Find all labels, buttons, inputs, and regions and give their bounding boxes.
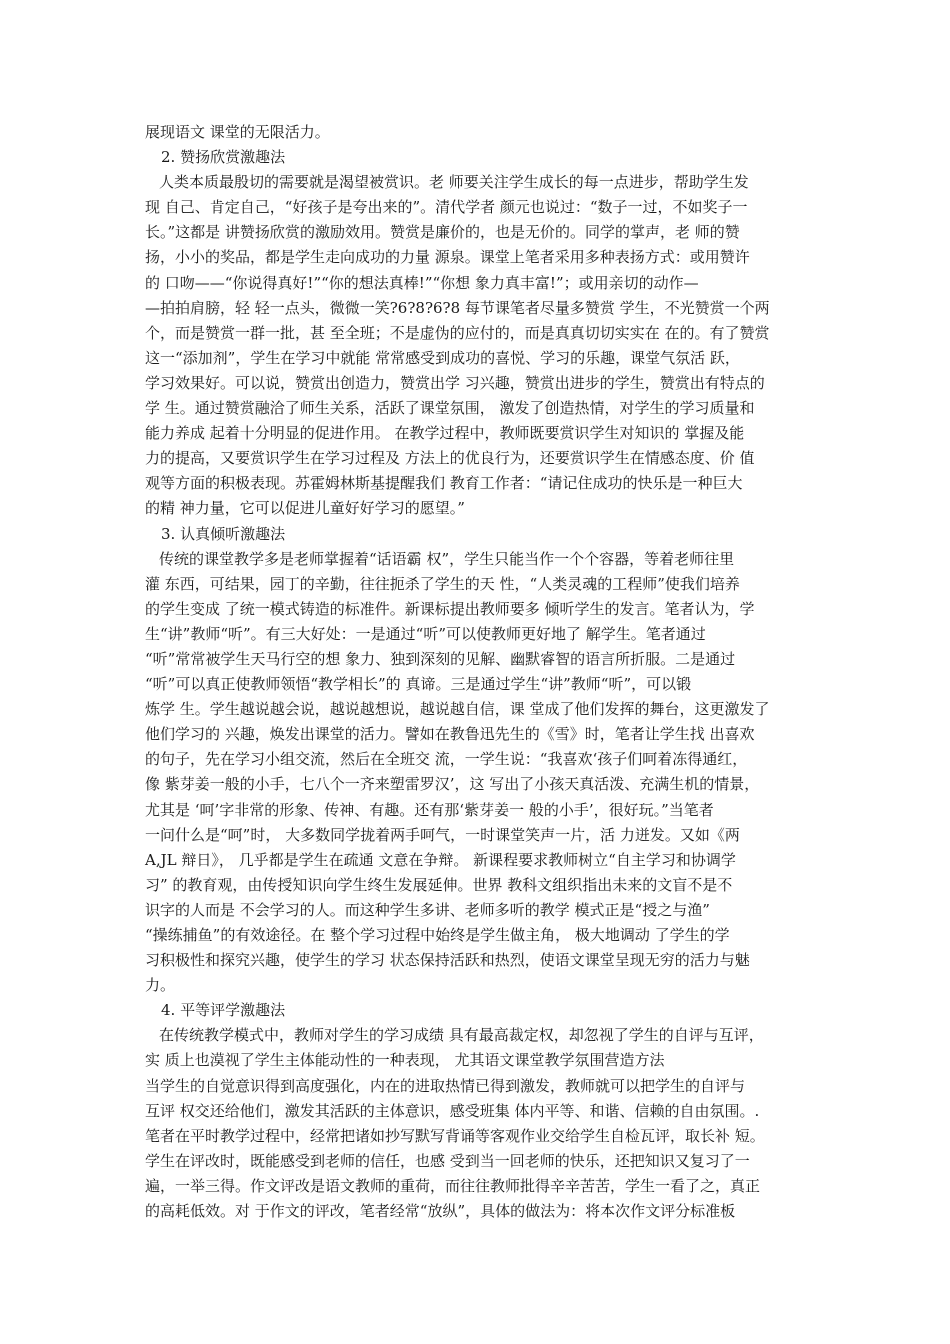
paragraph-line: 能力养成 起着十分明显的促进作用。 在教学过程中，教师既要赏识学生对知识的 掌握及能 bbox=[145, 424, 745, 443]
paragraph-line: 实 质上也漠视了学生主体能动性的一种表现， 尤其语文课堂教学氛围营造方法 bbox=[145, 1051, 665, 1070]
section-heading: 4. 平等评学激趣法 bbox=[161, 1001, 286, 1020]
paragraph-line: 人类本质最殷切的需要就是渴望被赏识。老 师要关注学生成长的每一点进步，帮助学生发 bbox=[159, 173, 749, 192]
document-body bbox=[145, 145, 810, 1224]
paragraph-line: 学 生。通过赞赏融洽了师生关系，活跃了课堂氛围， 激发了创造热情，对学生的学习质量和 bbox=[145, 399, 755, 418]
paragraph-line: —拍拍肩膀，轻 轻一点头，微微一笑?6?8?6?8 每节课笔者尽量多赞赏 学生，不光赞赏一个两 bbox=[145, 298, 770, 317]
paragraph-line: 炼学 生。学生越说越会说，越说越想说，越说越自信，课 堂成了他们发挥的舞台，这更激发了 bbox=[145, 700, 770, 719]
paragraph-line: 像 紫芽姜一般的小手，七八个一齐来塑雷罗汉’，这 写出了小孩天真活泼、充满生机的情景， bbox=[145, 775, 760, 794]
paragraph-line: 在传统教学模式中，教师对学生的学习成绩 具有最高裁定权，却忽视了学生的自评与互评， bbox=[159, 1026, 764, 1045]
section-heading: 2. 赞扬欣赏激趣法 bbox=[161, 148, 286, 167]
paragraph-line: “操练捕鱼”的有效途径。在 整个学习过程中始终是学生做主角， 极大地调动 了学生的学 bbox=[145, 926, 730, 944]
paragraph-line: 的句子，先在学习小组交流，然后在全班交 流，一学生说：“我喜欢‘孩子们呵着冻得通红， bbox=[145, 750, 748, 769]
intro-line: 展现语文 课堂的无限活力。 bbox=[145, 123, 330, 141]
paragraph-line: 的高耗低效。对 于作文的评改，笔者经常“放纵”，具体的做法为：将本次作文评分标准板 bbox=[145, 1202, 736, 1221]
paragraph-line: 遍，一举三得。作文评改是语文教师的重荷，而往往教师批得辛辛苦苦，学生一看了之，真正 bbox=[145, 1176, 761, 1195]
paragraph-line: 力的提高，又要赏识学生在学习过程及 方法上的优良行为，还要赏识学生在情感态度、价 值 bbox=[145, 449, 755, 468]
section-heading: 3. 认真倾听激趣法 bbox=[161, 524, 286, 543]
paragraph-line: 他们学习的 兴趣，焕发出课堂的活力。譬如在教鲁迅先生的《雪》时，笔者让学生找 出喜欢 bbox=[145, 725, 755, 744]
paragraph-line: 传统的课堂教学多是老师掌握着“话语霸 权”，学生只能当作一个个容器，等着老师往里 bbox=[159, 549, 735, 568]
paragraph-line: 长。”这都是 讲赞扬欣赏的激励效用。赞赏是廉价的，也是无价的。同学的掌声，老 师的赞 bbox=[145, 223, 740, 242]
paragraph-line: 的精 神力量，它可以促进儿童好好学习的愿望。” bbox=[145, 499, 465, 518]
paragraph-line: “听”可以真正使教师领悟“教学相长”的 真谛。三是通过学生“讲”教师“听”，可以锻 bbox=[145, 675, 692, 694]
document-page bbox=[145, 120, 810, 1224]
paragraph-line: 观等方面的积极表现。苏霍姆林斯基提醒我们 教育工作者：“请记住成功的快乐是一种巨大 bbox=[145, 474, 743, 493]
paragraph-line: 灌 东西，可结果，园丁的辛勤，往往扼杀了学生的天 性，“人类灵魂的工程师”使我们培养 bbox=[145, 574, 740, 593]
paragraph-line: 笔者在平时教学过程中，经常把诸如抄写默写背诵等客观作业交给学生自检瓦评，取长补 短。 bbox=[145, 1126, 765, 1145]
paragraph-line: 个，而是赞赏一群一批，甚 至全班；不是虚伪的应付的，而是真真切切实实在 在的。有了赞赏 bbox=[145, 323, 770, 342]
paragraph-line: 识字的人而是 不会学习的人。而这种学生多讲、老师多听的教学 模式正是“授之与渔” bbox=[145, 900, 710, 919]
paragraph-line: 当学生的自觉意识得到高度强化，内在的进取热情已得到激发，教师就可以把学生的自评与 bbox=[145, 1076, 746, 1095]
paragraph-line: 的学生变成 了统一模式铸造的标准件。新课标提出教师要多 倾听学生的发言。笔者认为，学 bbox=[145, 599, 755, 618]
paragraph-line: 学生在评改时，既能感受到老师的信任，也感 受到当一回老师的快乐，还把知识又复习了一 bbox=[145, 1151, 750, 1170]
paragraph-line: 尤其是 ‘呵’字非常的形象、传神、有趣。还有那‘紫芽姜一 般的小手’，很好玩。”当笔者 bbox=[145, 800, 714, 819]
paragraph-line: 的 口吻——“你说得真好!”“你的想法真棒!”“你想 象力真丰富!”；或用亲切的动作— bbox=[145, 273, 699, 292]
paragraph-line: 习” 的教育观，由传授知识向学生终生发展延伸。世界 教科文组织指出未来的文盲不是不 bbox=[145, 875, 733, 894]
paragraph-line: 一问什么是“呵”时， 大多数同学拢着两手呵气，一时课堂笑声一片，活 力迸发。又如《两 bbox=[145, 825, 740, 844]
paragraph-line: 互评 权交还给他们，激发其活跃的主体意识，感受班集 体内平等、和谐、信赖的自由氛围。. bbox=[145, 1101, 760, 1120]
paragraph-line: 这一“添加剂”，学生在学习中就能 常常感受到成功的喜悦、学习的乐趣，课堂气氛活 跃， bbox=[145, 348, 740, 367]
paragraph-line: 力。 bbox=[145, 976, 176, 995]
paragraph-line: 学习效果好。可以说，赞赏出创造力，赞赏出学 习兴趣，赞赏出进步的学生，赞赏出有特点的 bbox=[145, 373, 765, 392]
paragraph-line: 习积极性和探究兴趣，使学生的学习 状态保持活跃和热烈，使语文课堂呈现无穷的活力与魅 bbox=[145, 951, 750, 970]
paragraph-line: “听”常常被学生天马行空的想 象力、独到深刻的见解、幽默睿智的语言所折服。二是通过 bbox=[145, 649, 736, 668]
paragraph-line: 现 自己、肯定自己，“好孩子是夸出来的”。清代学者 颜元也说过：“数子一过，不如奖子一 bbox=[145, 198, 748, 217]
paragraph-line: A,JL 辩日》， 几乎都是学生在疏通 文意在争辩。 新课程要求教师树立“自主学习和协调学 bbox=[145, 850, 736, 869]
paragraph-line: 生“讲”教师“听”。有三大好处：一是通过“听”可以使教师更好地了 解学生。笔者通过 bbox=[145, 624, 706, 643]
paragraph-line: 扬，小小的奖品，都是学生走向成功的力量 源泉。课堂上笔者采用多种表扬方式：或用赞许 bbox=[145, 248, 750, 267]
